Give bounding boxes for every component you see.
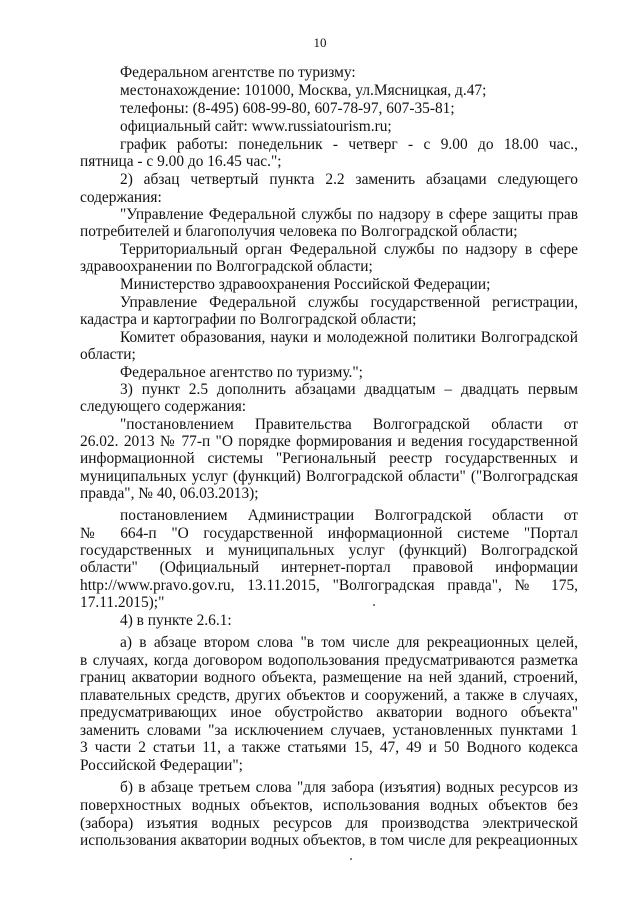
- scan-speck: [350, 858, 352, 860]
- text-line: в случаях, когда договором водопользования предусматриваются разметка: [80, 652, 578, 669]
- text-line: 26.02. 2013 № 77-п "О порядке формирования и ведения государственной: [80, 433, 578, 450]
- text-line: № 664-п "О государственной информационной системе "Портал: [80, 525, 578, 542]
- text-line: постановлением Администрации Волгоградской области от: [120, 507, 578, 524]
- text-line: использования акватории водных объектов, в том числе для рекреационных: [80, 832, 578, 849]
- text-line: http://www.pravo.gov.ru, 13.11.2015, "Волгоградская правда", № 175,: [80, 577, 578, 594]
- text-line: Управление Федеральной службы государственной регистрации,: [120, 294, 578, 311]
- text-line: Территориальный орган Федеральной службы по надзору в сфере: [120, 241, 578, 258]
- text-line: 2) абзац четвертый пункта 2.2 заменить абзацами следующего: [120, 171, 578, 188]
- text-line: 4) в пункте 2.6.1:: [120, 612, 232, 629]
- text-line: Российской Федерации";: [80, 757, 243, 774]
- text-line: следующего содержания:: [80, 398, 247, 415]
- text-line: а) в абзаце втором слова "в том числе для рекреационных целей,: [120, 634, 578, 651]
- scan-speck: [373, 604, 375, 606]
- text-line: телефоны: (8-495) 608-99-80, 607-78-97, 607-35-81;: [120, 100, 455, 117]
- text-line: заменить словами "за исключением случаев, установленных пунктами 1: [80, 722, 578, 739]
- text-line: 17.11.2015);": [80, 594, 165, 611]
- text-line: местонахождение: 101000, Москва, ул.Мясницкая, д.47;: [120, 82, 487, 99]
- text-line: плавательных средств, других объектов и сооружений, а также в случаях,: [80, 687, 578, 704]
- text-line: здравоохранении по Волгоградской области;: [80, 258, 373, 275]
- text-line: Федеральном агентстве по туризму:: [120, 64, 356, 81]
- text-line: содержания:: [80, 189, 162, 206]
- text-line: поверхностных водных объектов, использования водных объектов без: [80, 797, 578, 814]
- text-line: Комитет образования, науки и молодежной политики Волгоградской: [120, 329, 578, 346]
- text-line: график работы: понедельник - четверг - с 9.00 до 18.00 час.,: [120, 136, 578, 153]
- text-line: области" (Официальный интернет-портал правовой информации: [80, 559, 578, 576]
- text-line: 3 части 2 статьи 11, а также статьями 15, 47, 49 и 50 Водного кодекса: [80, 739, 578, 756]
- text-line: правда", № 40, 06.03.2013);: [80, 485, 259, 502]
- text-line: информационной системы "Региональный реестр государственных и: [80, 450, 578, 467]
- text-line: области;: [80, 346, 136, 363]
- text-line: "Управление Федеральной службы по надзору в сфере защиты прав: [120, 206, 578, 223]
- text-line: официальный сайт: www.russiatourism.ru;: [120, 118, 392, 135]
- text-line: границ акватории водного объекта, размещение на ней зданий, строений,: [80, 669, 578, 686]
- text-line: пятница - с 9.00 до 16.45 час.";: [80, 153, 282, 170]
- text-line: Министерство здравоохранения Российской Федерации;: [120, 276, 491, 293]
- text-line: б) в абзаце третьем слова "для забора (изъятия) водных ресурсов из: [120, 779, 578, 796]
- text-line: "постановлением Правительства Волгоградской области от: [120, 416, 578, 433]
- text-line: кадастра и картографии по Волгоградской области;: [80, 311, 417, 328]
- text-line: Федеральное агентство по туризму.";: [120, 364, 363, 381]
- text-line: государственных и муниципальных услуг (функций) Волгоградской: [80, 542, 578, 559]
- text-line: (забора) изъятия водных ресурсов для производства электрической: [80, 815, 578, 832]
- page-number: 10: [313, 35, 327, 50]
- text-line: 3) пункт 2.5 дополнить абзацами двадцатым – двадцать первым: [120, 381, 578, 398]
- text-line: предусматривающих иное обустройство акватории водного объекта": [80, 704, 578, 721]
- text-line: потребителей и благополучия человека по Волгоградской области;: [80, 223, 518, 240]
- text-line: муниципальных услуг (функций) Волгоградской области" ("Волгоградская: [80, 468, 578, 485]
